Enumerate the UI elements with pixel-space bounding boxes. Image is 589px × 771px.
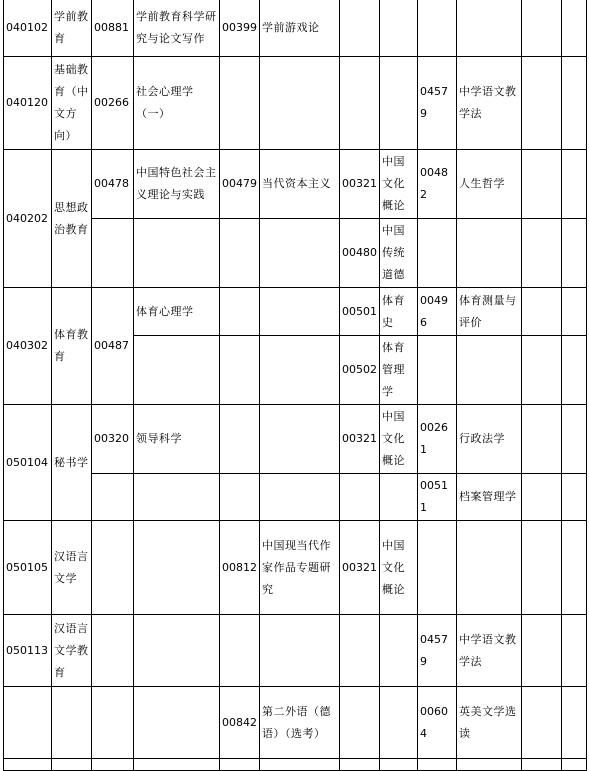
empty-cell <box>340 615 380 687</box>
empty-cell <box>52 687 92 759</box>
major-code: 050105 <box>4 521 52 615</box>
table-row <box>4 759 587 771</box>
course-name: 体育测量与评价 <box>457 288 522 336</box>
course-code: 00478 <box>92 150 134 219</box>
empty-cell <box>562 759 587 771</box>
empty-cell <box>418 521 457 615</box>
empty-cell <box>522 219 562 288</box>
course-name: 社会心理学（一） <box>134 57 220 150</box>
empty-cell <box>260 57 340 150</box>
course-code: 00502 <box>340 336 380 405</box>
course-code: 00842 <box>220 687 260 759</box>
table-row <box>4 57 587 150</box>
empty-cell <box>134 219 220 288</box>
empty-cell <box>418 219 457 288</box>
major-name: 学前教育 <box>52 0 92 57</box>
empty-cell <box>260 288 340 336</box>
empty-cell <box>220 759 260 771</box>
empty-cell <box>380 0 418 57</box>
course-name: 体育心理学 <box>134 288 220 336</box>
empty-cell <box>562 150 587 219</box>
course-code: 00487 <box>92 288 134 405</box>
empty-cell <box>457 0 522 57</box>
major-name: 体育教育 <box>52 288 92 405</box>
empty-cell <box>220 405 260 474</box>
empty-cell <box>92 759 134 771</box>
course-code: 00321 <box>340 150 380 219</box>
course-name: 中国传统道德 <box>380 219 418 288</box>
exam-schedule-table <box>3 0 587 771</box>
empty-cell <box>260 405 340 474</box>
empty-cell <box>522 336 562 405</box>
course-name: 档案管理学 <box>457 474 522 521</box>
empty-cell <box>220 219 260 288</box>
empty-cell <box>340 687 380 759</box>
major-name: 基础教育（中文方向） <box>52 57 92 150</box>
course-code: 00320 <box>92 405 134 474</box>
empty-cell <box>522 405 562 474</box>
empty-cell <box>4 687 52 759</box>
course-code: 00480 <box>340 219 380 288</box>
empty-cell <box>380 615 418 687</box>
empty-cell <box>522 288 562 336</box>
major-code: 040202 <box>4 150 52 288</box>
empty-cell <box>92 474 134 521</box>
course-name: 第二外语（德语）（选考） <box>260 687 340 759</box>
empty-cell <box>92 687 134 759</box>
table-row <box>4 150 587 219</box>
major-code: 050104 <box>4 405 52 521</box>
course-name: 当代资本主义 <box>260 150 340 219</box>
course-name: 英美文学选读 <box>457 687 522 759</box>
empty-cell <box>522 474 562 521</box>
major-name: 汉语言文学教育 <box>52 615 92 687</box>
empty-cell <box>134 759 220 771</box>
empty-cell <box>522 687 562 759</box>
empty-cell <box>134 521 220 615</box>
empty-cell <box>340 474 380 521</box>
empty-cell <box>562 687 587 759</box>
course-name: 学前教育科学研究与论文写作 <box>134 0 220 57</box>
empty-cell <box>260 615 340 687</box>
major-name: 思想政治教育 <box>52 150 92 288</box>
course-name: 领导科学 <box>134 405 220 474</box>
empty-cell <box>220 615 260 687</box>
table-row <box>4 521 587 615</box>
course-code: 00482 <box>418 150 457 219</box>
empty-cell <box>562 57 587 150</box>
course-name: 中国文化概论 <box>380 521 418 615</box>
empty-cell <box>562 336 587 405</box>
empty-cell <box>92 615 134 687</box>
course-code: 00479 <box>220 150 260 219</box>
major-code: 040302 <box>4 288 52 405</box>
empty-cell <box>418 0 457 57</box>
empty-cell <box>562 288 587 336</box>
major-code: 050113 <box>4 615 52 687</box>
empty-cell <box>134 474 220 521</box>
empty-cell <box>134 687 220 759</box>
empty-cell <box>522 0 562 57</box>
table-row <box>4 405 587 474</box>
course-code: 00604 <box>418 687 457 759</box>
course-name: 体育管理学 <box>380 336 418 405</box>
table-row <box>4 474 587 521</box>
empty-cell <box>522 759 562 771</box>
empty-cell <box>457 521 522 615</box>
empty-cell <box>4 759 52 771</box>
course-code: 00261 <box>418 405 457 474</box>
empty-cell <box>260 336 340 405</box>
table-row <box>4 219 587 288</box>
empty-cell <box>457 336 522 405</box>
table-row <box>4 288 587 336</box>
empty-cell <box>260 759 340 771</box>
course-name: 体育史 <box>380 288 418 336</box>
empty-cell <box>380 57 418 150</box>
empty-cell <box>418 759 457 771</box>
course-name: 中国特色社会主义理论与实践 <box>134 150 220 219</box>
empty-cell <box>562 405 587 474</box>
course-code: 00812 <box>220 521 260 615</box>
empty-cell <box>522 521 562 615</box>
course-code: 04579 <box>418 57 457 150</box>
empty-cell <box>522 57 562 150</box>
course-code: 04579 <box>418 615 457 687</box>
course-name: 中学语文教学法 <box>457 615 522 687</box>
empty-cell <box>522 615 562 687</box>
empty-cell <box>260 219 340 288</box>
empty-cell <box>340 0 380 57</box>
empty-cell <box>562 0 587 57</box>
major-code: 040120 <box>4 57 52 150</box>
empty-cell <box>562 615 587 687</box>
course-code: 00399 <box>220 0 260 57</box>
course-code: 00881 <box>92 0 134 57</box>
empty-cell <box>340 759 380 771</box>
course-name: 人生哲学 <box>457 150 522 219</box>
empty-cell <box>457 759 522 771</box>
course-name: 中国现当代作家作品专题研究 <box>260 521 340 615</box>
major-code: 040102 <box>4 0 52 57</box>
table-row <box>4 615 587 687</box>
empty-cell <box>92 521 134 615</box>
course-code: 00496 <box>418 288 457 336</box>
course-name: 中国文化概论 <box>380 150 418 219</box>
table-row <box>4 0 587 57</box>
empty-cell <box>562 521 587 615</box>
course-code: 00266 <box>92 57 134 150</box>
major-name: 秘书学 <box>52 405 92 521</box>
empty-cell <box>457 219 522 288</box>
empty-cell <box>380 474 418 521</box>
empty-cell <box>220 57 260 150</box>
course-name: 行政法学 <box>457 405 522 474</box>
empty-cell <box>52 759 92 771</box>
empty-cell <box>340 57 380 150</box>
empty-cell <box>418 336 457 405</box>
empty-cell <box>562 219 587 288</box>
empty-cell <box>380 687 418 759</box>
empty-cell <box>134 336 220 405</box>
table-row <box>4 687 587 759</box>
course-code: 00501 <box>340 288 380 336</box>
course-name: 中学语文教学法 <box>457 57 522 150</box>
course-code: 00321 <box>340 521 380 615</box>
empty-cell <box>220 288 260 336</box>
course-code: 00511 <box>418 474 457 521</box>
major-name: 汉语言文学 <box>52 521 92 615</box>
course-name: 中国文化概论 <box>380 405 418 474</box>
course-code: 00321 <box>340 405 380 474</box>
empty-cell <box>522 150 562 219</box>
empty-cell <box>134 615 220 687</box>
empty-cell <box>380 759 418 771</box>
course-name: 学前游戏论 <box>260 0 340 57</box>
empty-cell <box>220 336 260 405</box>
empty-cell <box>220 474 260 521</box>
empty-cell <box>92 219 134 288</box>
empty-cell <box>260 474 340 521</box>
empty-cell <box>562 474 587 521</box>
